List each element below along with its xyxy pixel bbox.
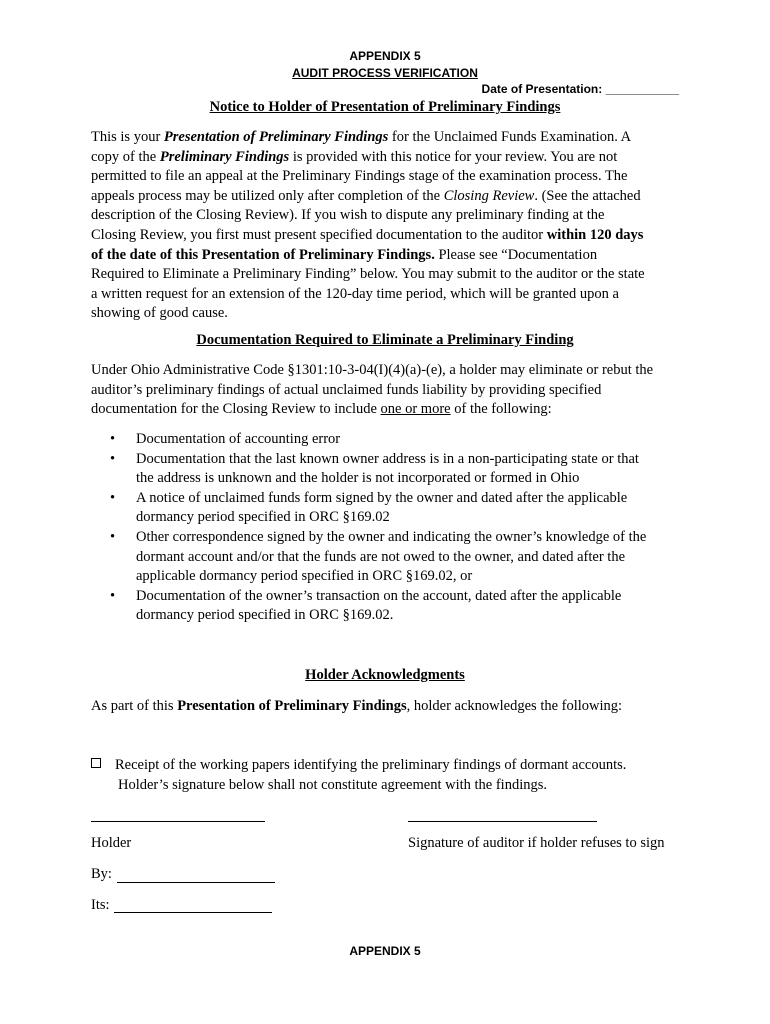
intro-text: permitted to file an appeal at the Preliminary Findings stage of the examination process. The bbox=[91, 168, 628, 185]
list-item bbox=[110, 489, 700, 528]
intro-emphasis: Closing Review bbox=[443, 187, 535, 204]
intro-text: showing of good cause. bbox=[91, 305, 228, 322]
bullet-icon: • bbox=[110, 431, 116, 447]
notice-title: Notice to Holder of Presentation of Preliminary Findings bbox=[209, 99, 561, 115]
acknowledgments-heading: Holder Acknowledgments bbox=[305, 667, 465, 683]
receipt-text: Holder’s signature below shall not constitute agreement with the findings. bbox=[118, 777, 548, 793]
bullet-icon: • bbox=[110, 489, 116, 506]
ohio-underlined: one or more bbox=[380, 401, 451, 418]
bullet-icon: • bbox=[110, 528, 116, 545]
intro-emphasis: Presentation of Preliminary Findings bbox=[163, 129, 389, 145]
appendix-label-top: APPENDIX 5 bbox=[349, 49, 421, 63]
holder-signature-line[interactable] bbox=[91, 821, 265, 822]
receipt-checkbox[interactable] bbox=[91, 758, 101, 768]
list-item bbox=[110, 587, 700, 626]
list-item-text: A notice of unclaimed funds form signed by the owner and dated after the applicable bbox=[136, 489, 628, 506]
date-of-presentation bbox=[482, 82, 679, 96]
ohio-text: Under Ohio Administrative Code §1301:10-3-04(I)(4)(a)-(e), a holder may eliminate or rebut the bbox=[91, 362, 654, 378]
list-item bbox=[110, 450, 700, 489]
date-label: Date of Presentation: bbox=[481, 82, 603, 96]
list-item-text: dormancy period specified in ORC §169.02. bbox=[136, 607, 394, 624]
intro-text: copy of the bbox=[91, 148, 160, 165]
intro-emphasis: Preliminary Findings bbox=[159, 148, 290, 165]
intro-bold: within 120 days bbox=[546, 226, 644, 243]
ohio-text: auditor’s preliminary findings of actual unclaimed funds liability by providing specified bbox=[91, 381, 602, 398]
audit-process-title bbox=[0, 66, 770, 80]
receipt-text: Receipt of the working papers identifying the preliminary findings of dormant accounts. bbox=[115, 757, 627, 773]
list-item bbox=[110, 430, 700, 450]
ack-text: , holder acknowledges the following: bbox=[406, 698, 623, 714]
acknowledgments-intro bbox=[91, 697, 681, 717]
its-signature-line[interactable] bbox=[114, 912, 272, 913]
list-item-text: Documentation of accounting error bbox=[136, 431, 341, 447]
intro-text: Closing Review, you first must present specified documentation to the auditor bbox=[91, 226, 547, 243]
intro-text: a written request for an extension of the 120-day time period, which will be granted upon a bbox=[91, 285, 619, 302]
intro-text: appeals process may be utilized only after completion of the bbox=[91, 187, 444, 204]
list-item-text: Documentation that the last known owner address is in a non-participating state or that bbox=[136, 450, 639, 467]
list-item-text: Other correspondence signed by the owner and indicating the owner’s knowledge of the bbox=[136, 528, 647, 545]
intro-text: This is your bbox=[91, 129, 164, 145]
intro-text: Required to Eliminate a Preliminary Finding” below. You may submit to the auditor or the state bbox=[91, 266, 645, 283]
intro-bold: of the date of this Presentation of Preliminary Findings. bbox=[91, 246, 435, 263]
ohio-text: of the following: bbox=[450, 401, 552, 418]
holder-label: Holder bbox=[91, 835, 132, 851]
ohio-text: documentation for the Closing Review to include bbox=[91, 401, 381, 418]
list-item-text: the address is unknown and the holder is not incorporated or formed in Ohio bbox=[136, 470, 580, 487]
list-item-text: Documentation of the owner’s transaction on the account, dated after the applicable bbox=[136, 587, 622, 604]
audit-process-title-text: AUDIT PROCESS VERIFICATION bbox=[292, 66, 478, 80]
ack-bold: Presentation of Preliminary Findings bbox=[177, 698, 407, 714]
its-label: Its: bbox=[91, 897, 110, 913]
list-item bbox=[110, 528, 700, 587]
intro-text: Please see “Documentation bbox=[434, 246, 598, 263]
auditor-signature-label: Signature of auditor if holder refuses to sign bbox=[408, 835, 665, 851]
ohio-code-paragraph bbox=[91, 361, 681, 420]
ack-text: As part of this bbox=[91, 698, 178, 714]
intro-text: . (See the attached bbox=[534, 187, 641, 204]
intro-text: for the Unclaimed Funds Examination. A bbox=[388, 129, 632, 145]
intro-paragraph bbox=[91, 128, 681, 324]
documentation-heading: Documentation Required to Eliminate a Preliminary Finding bbox=[196, 332, 574, 348]
by-signature-line[interactable] bbox=[117, 882, 275, 883]
list-item-text: dormancy period specified in ORC §169.02 bbox=[136, 509, 390, 526]
list-item-text: applicable dormancy period specified in ORC §169.02, or bbox=[136, 568, 473, 585]
bullet-icon: • bbox=[110, 450, 116, 467]
by-label: By: bbox=[91, 866, 112, 882]
bullet-icon: • bbox=[110, 587, 116, 604]
date-blank: ___________ bbox=[605, 82, 679, 96]
auditor-signature-line[interactable] bbox=[408, 821, 597, 822]
intro-text: description of the Closing Review). If you wish to dispute any preliminary finding at the bbox=[91, 207, 605, 224]
intro-text: is provided with this notice for your review. You are not bbox=[289, 148, 618, 165]
documentation-list bbox=[110, 430, 700, 626]
appendix-label-bottom: APPENDIX 5 bbox=[349, 944, 421, 958]
list-item-text: dormant account and/or that the funds are not owed to the owner, and dated after the bbox=[136, 548, 626, 565]
